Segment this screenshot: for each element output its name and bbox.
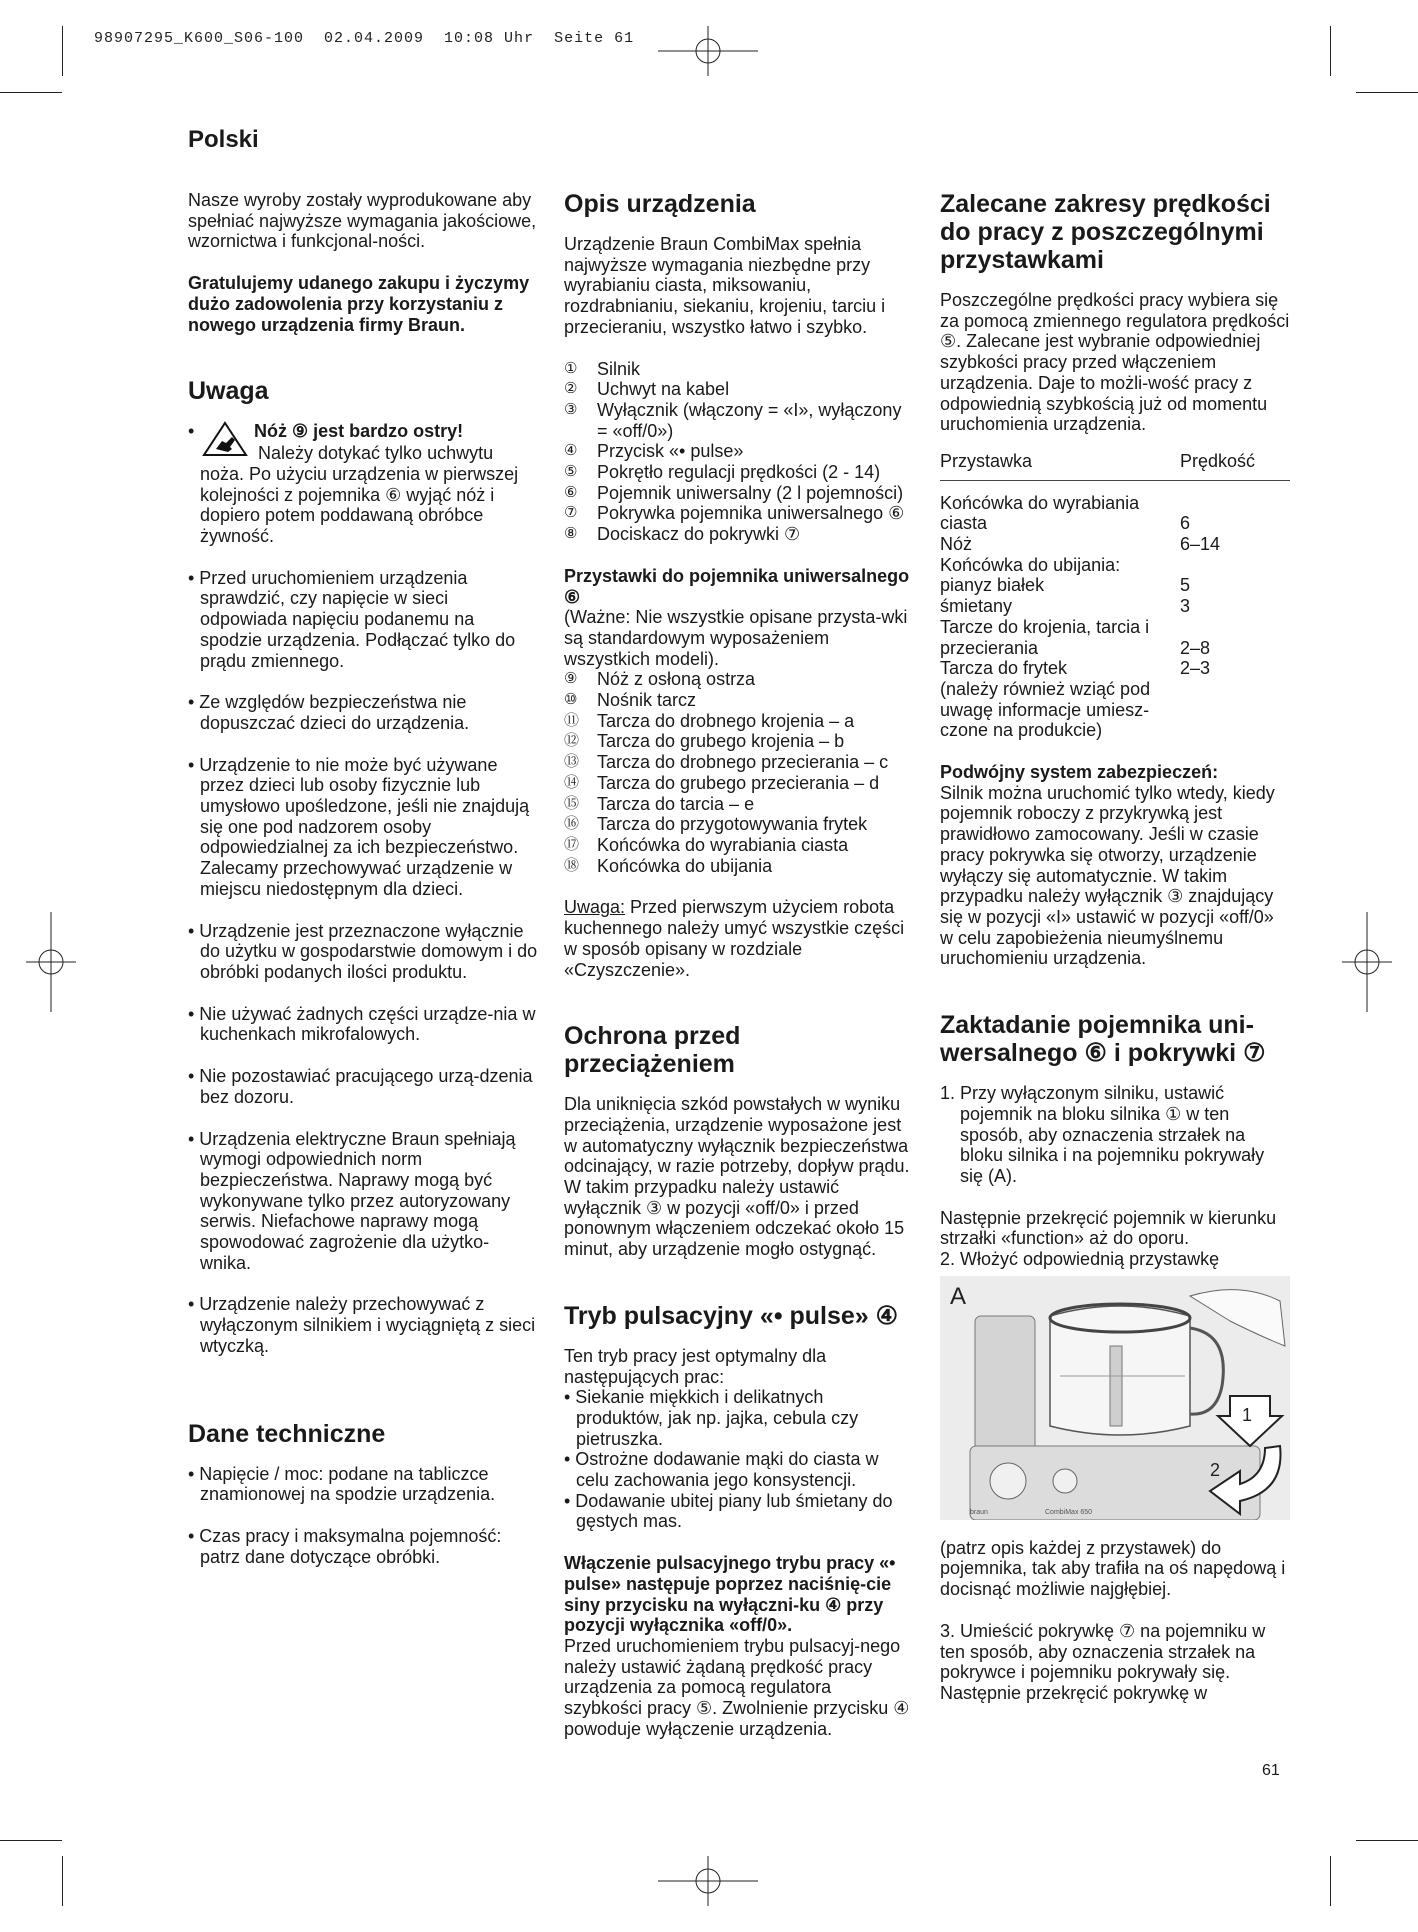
list-item: • Napięcie / moc: podane na tabliczce znamionowej na spodzie urządzenia. — [188, 1463, 496, 1505]
crop-mark — [0, 1840, 62, 1841]
part-number: ⑮ — [564, 794, 580, 812]
list-item: • Urządzenie jest przeznaczone wyłącznie do użytku w gospodarstwie domowym i do obróbki podanych ilości produktu. — [188, 920, 538, 982]
table-header: Prędkość — [1180, 445, 1290, 480]
part-label: Końcówka do ubijania — [597, 855, 773, 876]
pulse-heading: Tryb pulsacyjny «• pulse» ④ — [564, 1301, 899, 1330]
speed-text: Poszczególne prędkości pracy wybiera się za pomocą zmiennego regulatora prędkości ⑤. Zalecane jest wybranie odpowiedniej szybkości pracy przed włączeniem urządzenia. Daje to możli-wość pracy z odpowiednią szybkością już od momentu uruchomienia urządzenia. — [940, 290, 1290, 435]
accessories-list — [564, 669, 914, 876]
table-cell: Końcówka do ubijania: — [940, 554, 1121, 575]
mount-heading: Zaktadanie pojemnika uni-wersalnego ⑥ i pokrywki ⑦ — [940, 1011, 1266, 1068]
part-label: Dociskacz do pokrywki ⑦ — [597, 524, 801, 545]
table-cell: przecierania — [940, 637, 1039, 658]
part-number: ⑪ — [564, 711, 580, 729]
uwaga-heading: Uwaga — [188, 377, 269, 406]
part-label: Tarcza do drobnego przecierania – c — [597, 752, 889, 773]
crop-mark — [62, 1856, 63, 1906]
accessories-heading: Przystawki do pojemnika uniwersalnego ⑥ — [564, 565, 910, 607]
column-2 — [564, 190, 914, 1739]
accessories-note: (Ważne: Nie wszystkie opisane przysta-wki są standardowym wyposażeniem wszystkich modeli). — [564, 607, 908, 669]
parts-list — [564, 359, 914, 545]
part-number: ⑰ — [564, 835, 580, 853]
part-number: ⑧ — [564, 525, 578, 543]
table-cell: (należy również wziąć pod — [940, 678, 1151, 699]
part-label: Pojemnik uniwersalny (2 l pojemności) — [597, 482, 904, 503]
step-3: 3. Umieścić pokrywkę ⑦ na pojemniku w ten sposób, aby oznaczenia strzałek na pokrywce i pojemniku pokrywały się. Następnie przekręcić pokrywkę w — [940, 1620, 1266, 1703]
part-label: Końcówka do wyrabiania ciasta — [597, 834, 849, 855]
uwaga-label: Uwaga: — [564, 897, 626, 918]
part-number: ⑩ — [564, 691, 578, 709]
column-3 — [940, 190, 1290, 1704]
list-item: • Ze względów bezpieczeństwa nie dopuszczać dzieci do urządzenia. — [188, 692, 470, 733]
list-item: • Przed uruchomieniem urządzenia sprawdzić, czy napięcie w sieci odpowiada napięciu podanemu na spodzie urządzenia. Podłączać tylko do prądu zmiennego. — [188, 567, 516, 671]
part-number: ⑥ — [564, 483, 578, 501]
table-cell: 2–3 — [1180, 658, 1211, 679]
list-item — [564, 359, 914, 380]
list-item: • Siekanie miękkich i delikatnych produktów, jak np. jajka, cebula czy pietruszka. — [564, 1387, 859, 1449]
column-1 — [188, 190, 538, 1588]
list-item — [564, 462, 914, 483]
arrow-2-label: 2 — [1210, 1459, 1221, 1480]
list-item: • Urządzenia elektryczne Braun spełniają wymogi odpowiednich norm bezpieczeństwa. Naprawy mogą być wykonywane tylko przez autoryzowany serwis. Niefachowe naprawy mogą spowodować zagrożenie dla użytko-wnika. — [188, 1128, 516, 1273]
pulse-end-text: Przed uruchomieniem trybu pulsacyj-nego należy ustawić żądaną prędkość pracy urządzenia za pomocą regulatora szybkości pracy ⑤. Zwolnienie przycisku ④ powoduje wyłączenie urządzenia. — [564, 1635, 910, 1739]
table-cell: pianyz białek — [940, 575, 1045, 596]
opis-text: Urządzenie Braun CombiMax spełnia najwyższe wymagania niezbędne przy wyrabianiu ciasta, miksowaniu, rozdrabnianiu, siekaniu, krojeniu, tarciu i przecieraniu, wszystko łatwo i szybko. — [564, 234, 886, 337]
table-cell: śmietany — [940, 596, 1013, 617]
warning-bold: Nóż ⑨ jest bardzo ostry! — [254, 421, 464, 442]
list-item — [564, 400, 914, 441]
table-header: Przystawka — [940, 445, 1180, 480]
table-cell: Nóż — [940, 534, 973, 555]
page-number: 61 — [1262, 1762, 1280, 1779]
list-item: • Urządzenie należy przechowywać z wyłączonym silnikiem i wyciągniętą z sieci wtyczką. — [188, 1294, 536, 1356]
part-label: Tarcza do tarcia – e — [597, 793, 755, 814]
list-item — [564, 379, 914, 400]
brand-logo-text: braun — [970, 1508, 988, 1516]
table-cell: ciasta — [940, 513, 988, 534]
table-cell — [1180, 480, 1290, 513]
table-cell — [1180, 617, 1290, 638]
table-cell: Tarcze do krojenia, tarcia i — [940, 616, 1150, 637]
table-cell — [1180, 555, 1290, 576]
part-label: Pokrywka pojemnika uniwersalnego ⑥ — [597, 503, 905, 524]
arrow-1-label: 1 — [1242, 1404, 1253, 1425]
crop-mark — [0, 92, 62, 93]
part-number: ② — [564, 380, 578, 398]
list-item: • Urządzenie to nie może być używane przez dzieci lub osoby fizycznie lub umysłowo upośledzone, jeśli nie znajdują się one pod nadzorem osoby odpowiedzialnej za ich bezpieczeństwo. Zalecamy przechowywać urządzenie w miejscu niedostępnym dla dzieci. — [188, 754, 530, 899]
language-title: Polski — [188, 126, 259, 153]
tech-bullets — [188, 1464, 538, 1568]
overload-heading: Ochrona przed przeciążeniem — [564, 1022, 741, 1079]
uwaga-note — [564, 897, 914, 980]
registration-mark-left — [26, 912, 76, 1012]
part-number: ⑫ — [564, 732, 580, 750]
part-number: ④ — [564, 442, 578, 460]
list-item — [564, 524, 914, 545]
list-item: • Ostrożne dodawanie mąki do ciasta w celu zachowania jego konsystencji. — [564, 1449, 879, 1491]
table-cell: 6–14 — [1180, 534, 1221, 555]
table-cell: 6 — [1180, 513, 1191, 534]
bullet-glyph: • — [188, 421, 195, 442]
opis-heading: Opis urządzenia — [564, 190, 756, 218]
safety-system-heading: Podwójny system zabezpieczeń: — [940, 762, 1219, 783]
part-number: ⑨ — [564, 670, 578, 688]
part-label: Tarcza do grubego krojenia – b — [597, 731, 845, 752]
safety-bullets — [188, 568, 538, 1357]
list-item: • Czas pracy i maksymalna pojemność: patrz dane dotyczące obróbki. — [188, 1525, 502, 1567]
list-item — [564, 814, 914, 835]
part-label: Tarcza do grubego przecierania – d — [597, 772, 880, 793]
registration-mark-right — [1342, 912, 1392, 1012]
list-item — [564, 441, 914, 462]
part-label: Przycisk «• pulse» — [597, 441, 744, 462]
part-number: ⑬ — [564, 753, 580, 771]
pulse-text: Ten tryb pracy jest optymalny dla następujących prac: — [564, 1345, 827, 1387]
step-1b: Następnie przekręcić pojemnik w kierunku strzałki «function» aż do oporu. — [940, 1207, 1277, 1249]
step-2: 2. Włożyć odpowiednią przystawkę — [940, 1249, 1220, 1270]
step-1: 1. Przy wyłączonym silniku, ustawić pojemnik na bloku silnika ① w ten sposób, aby oznaczenia strzałek na bloku silnika i na pojemniku pokrywały się (A). — [940, 1083, 1265, 1186]
table-cell: Tarcza do frytek — [940, 658, 1068, 679]
speed-table — [940, 445, 1290, 741]
step-2b: (patrz opis każdej z przystawek) do pojemnika, tak aby trafiła na oś napędową i docisnąć możliwie najgłębiej. — [940, 1537, 1286, 1600]
list-item — [564, 503, 914, 524]
registration-mark-bottom — [658, 1856, 758, 1906]
table-cell: 5 — [1180, 575, 1191, 596]
pulse-bullets — [564, 1387, 914, 1532]
list-item — [564, 794, 914, 815]
warning-text: Należy dotykać tylko uchwytu noża. Po użyciu urządzenia w pierwszej kolejności z pojemnika ⑥ wyjąć nóż i dopiero potem poddawaną obróbce żywność. — [200, 443, 519, 547]
print-slug: 98907295_K600_S06-100 02.04.2009 10:08 Uhr Seite 61 — [94, 30, 635, 47]
part-label: Tarcza do drobnego krojenia – a — [597, 710, 855, 731]
list-item — [564, 856, 914, 877]
registration-mark-top — [658, 26, 758, 76]
crop-mark — [1356, 92, 1418, 93]
figure-label: A — [950, 1282, 967, 1310]
list-item — [564, 835, 914, 856]
part-label: Pokrętło regulacji prędkości (2 - 14) — [597, 462, 881, 483]
part-number: ① — [564, 359, 578, 377]
list-item: • Dodawanie ubitej piany lub śmietany do gęstych mas. — [564, 1490, 893, 1532]
part-number: ⑤ — [564, 463, 578, 481]
list-item — [564, 773, 914, 794]
list-item — [564, 711, 914, 732]
part-label: Uchwyt na kabel — [597, 379, 730, 400]
table-cell: 2–8 — [1180, 637, 1211, 658]
crop-mark — [62, 26, 63, 76]
pulse-bold-text: Włączenie pulsacyjnego trybu pracy «• pulse» następuje poprzez naciśnię-cie siny przycisku na wyłączni-ku ④ przy pozycji wyłącznika «off/0». — [564, 1553, 896, 1636]
speed-heading: Zalecane zakresy prędkości do pracy z poszczególnymi przystawkami — [940, 190, 1271, 274]
food-processor-illustration — [940, 1276, 1290, 1520]
table-cell: Końcówka do wyrabiania — [940, 492, 1140, 513]
part-label: Wyłącznik (włączony = «I», wyłączony = «off/0») — [597, 399, 902, 441]
warning-hand-icon — [202, 421, 248, 457]
list-item — [564, 731, 914, 752]
assembly-figure — [940, 1276, 1290, 1520]
table-cell: uwagę informacje umiesz- — [940, 699, 1150, 720]
crop-mark — [1356, 1840, 1418, 1841]
overload-text: Dla uniknięcia szkód powstałych w wyniku przeciążenia, urządzenie wyposażone jest w automatyczny wyłącznik bezpieczeństwa odcinający, w razie potrzeby, dopływ prądu. W takim przypadku należy ustawić wyłącznik ③ w pozycji «off/0» i przed ponownym włączeniem odczekać około 15 minut, aby urządzenie mogło ostygnąć. — [564, 1094, 910, 1260]
list-item — [564, 669, 914, 690]
part-number: ⑯ — [564, 815, 580, 833]
table-cell — [1180, 720, 1290, 741]
model-text: CombiMax 650 — [1045, 1508, 1093, 1516]
crop-mark — [1330, 26, 1331, 76]
list-item: • Nie używać żadnych części urządze-nia w kuchenkach mikrofalowych. — [188, 1003, 536, 1045]
list-item — [564, 483, 914, 504]
table-cell: 3 — [1180, 596, 1191, 617]
part-label: Nóż z osłoną ostrza — [597, 669, 756, 690]
table-cell — [1180, 679, 1290, 700]
crop-mark — [1330, 1856, 1331, 1906]
congrats-text: Gratulujemy udanego zakupu i życzymy dużo zadowolenia przy korzystaniu z nowego urządzenia firmy Braun. — [188, 273, 530, 335]
part-label: Silnik — [597, 358, 641, 379]
part-number: ⑱ — [564, 856, 580, 874]
table-cell — [1180, 700, 1290, 721]
list-item — [564, 690, 914, 711]
safety-system-text: Silnik można uruchomić tylko wtedy, kiedy pojemnik roboczy z przykrywką jest prawidłowo zamocowany. Jeśli w czasie pracy pokrywka się otworzy, urządzenie wyłączy się automatycznie. W takim przypadku należy wyłącznik ③ znajdujący się w pozycji «I» ustawić w pozycji «off/0» w celu zapobieżenia nieumyślnemu uruchomieniu urządzenia. — [940, 782, 1275, 969]
table-cell: czone na produkcie) — [940, 720, 1103, 741]
list-item — [564, 752, 914, 773]
list-item: • Nie pozostawiać pracującego urzą-dzenia bez dozoru. — [188, 1066, 533, 1107]
part-label: Nośnik tarcz — [597, 690, 697, 711]
part-number: ③ — [564, 400, 578, 418]
part-number: ⑭ — [564, 773, 580, 791]
uwaga-note-text: Przed pierwszym użyciem robota kuchennego należy umyć wszystkie części w sposób opisany w rozdziale «Czyszczenie». — [564, 897, 905, 980]
intro-text: Nasze wyroby zostały wyprodukowane aby spełniać najwyższe wymagania jakościowe, wzornictwa i funkcjonal-ności. — [188, 190, 537, 252]
tech-heading: Dane techniczne — [188, 1419, 386, 1448]
part-number: ⑦ — [564, 504, 578, 522]
part-label: Tarcza do przygotowywania frytek — [597, 814, 868, 835]
